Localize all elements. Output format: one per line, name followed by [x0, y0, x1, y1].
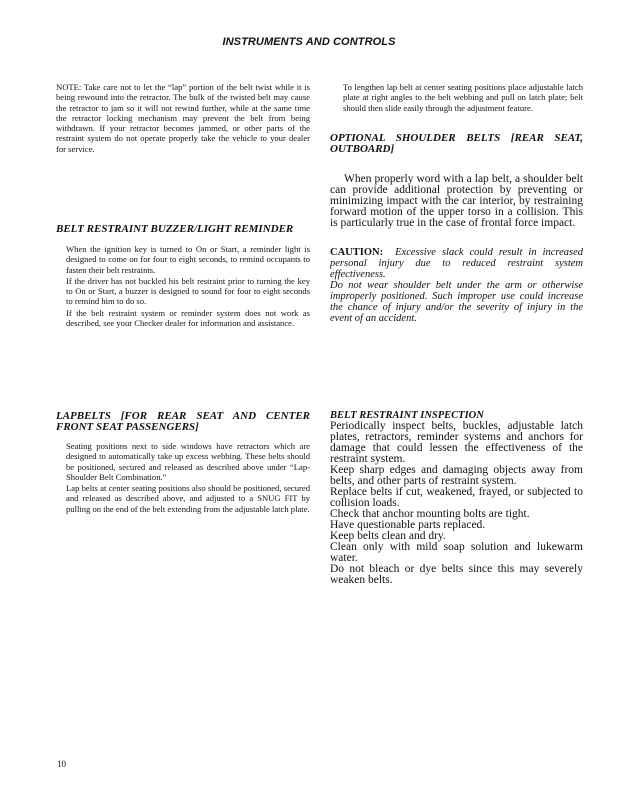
inspection-heading: BELT RESTRAINT INSPECTION: [330, 410, 484, 421]
shoulder-heading-line1: OPTIONAL SHOULDER BELTS [REAR SEAT,: [330, 132, 583, 144]
buzzer-body: [66, 244, 310, 328]
lengthen-paragraph: [343, 82, 583, 113]
inspection-item: Keep belts clean and dry.: [330, 530, 446, 542]
page-header-title: INSTRUMENTS AND CONTROLS: [222, 36, 396, 48]
lapbelts-p2: Lap belts at center seating positions also should be positioned, secured and released as described above, and adjusted to a SNUG FIT by pulling on the end of the belt extending from the adjustable latch plate.: [66, 483, 310, 514]
caution-label: CAUTION:: [330, 247, 384, 258]
inspection-item: Check that anchor mounting bolts are tight.: [330, 508, 530, 520]
note-text: NOTE: Take care not to let the “lap” portion of the belt twist while it is being rewound into the retractor. The bulk of the twisted belt may cause the retractor to jam so it will not rewind further, while at the same time the retractor locking mechanism may prevent the belt from being withdrawn. If your retractor becomes jammed, or other parts of the restraint system do not operate properly take the vehicle to your dealer for service.: [56, 82, 310, 154]
page-number: 10: [57, 759, 66, 769]
lapbelts-heading-line1: LAPBELTS [FOR REAR SEAT AND CENTER: [56, 410, 310, 422]
inspection-item: Replace belts if cut, weakened, frayed, or subjected to collision loads.: [330, 486, 583, 509]
inspection-item: Do not bleach or dye belts since this may severely weaken belts.: [330, 563, 583, 586]
inspection-item: Clean only with mild soap solution and lukewarm water.: [330, 541, 583, 564]
inspection-item: Keep sharp edges and damaging objects away from belts, and other parts of restraint system.: [330, 464, 583, 487]
shoulder-body: [330, 174, 583, 229]
shoulder-section: [330, 133, 583, 155]
buzzer-heading: BELT RESTRAINT BUZZER/LIGHT REMINDER: [56, 223, 294, 235]
lapbelts-p1: Seating positions next to side windows have retractors which are designed to automatically take up excess webbing. These belts should be positioned, secured and released as described above under “Lap-Shoulder Belt Combination.”: [66, 441, 310, 482]
note-paragraph: [56, 82, 310, 154]
inspection-section: [330, 410, 583, 586]
lapbelts-heading-line2: FRONT SEAT PASSENGERS]: [56, 421, 199, 433]
buzzer-p3: If the belt restraint system or reminder system does not work as described, see your Checker dealer for information and assistance.: [66, 307, 310, 329]
inspection-item: Have questionable parts replaced.: [330, 519, 486, 531]
buzzer-section: [56, 224, 310, 235]
lapbelts-body: [66, 441, 310, 514]
buzzer-p2: If the driver has not buckled his belt restraint prior to turning the key to On or Start, a buzzer is designed to sound for four to eight seconds to remind him to do so.: [66, 275, 310, 307]
caution-block: [330, 247, 583, 324]
lapbelts-section: [56, 411, 310, 433]
buzzer-p1: When the ignition key is turned to On or Start, a reminder light is designed to come on for four to eight seconds, to remind occupants to fasten their belt restraints.: [66, 244, 310, 275]
caution-p1: Excessive slack could result in increased personal injury due to reduced restraint system effectiveness.: [330, 247, 584, 280]
caution-p2: Do not wear shoulder belt under the arm or otherwise improperly positioned. Such improper use could increase the chance of injury and/or the severity of injury in the event of an accident.: [330, 280, 583, 324]
inspection-item: Periodically inspect belts, buckles, adjustable latch plates, retractors, reminder systems and anchors for damage that could lessen the effectiveness of the restraint system.: [330, 420, 583, 465]
shoulder-p1: When properly word with a lap belt, a shoulder belt can provide additional protection by preventing or minimizing impact with the car interior, by restraining forward motion of the upper torso in a collision. This is particularly true in the case of frontal force impact.: [330, 173, 583, 229]
lengthen-text: To lengthen lap belt at center seating positions place adjustable latch plate at right angles to the belt webbing and pull on latch plate; belt should then slide easily through the adjustment feature.: [343, 82, 583, 113]
shoulder-heading-line2: OUTBOARD]: [330, 143, 395, 155]
